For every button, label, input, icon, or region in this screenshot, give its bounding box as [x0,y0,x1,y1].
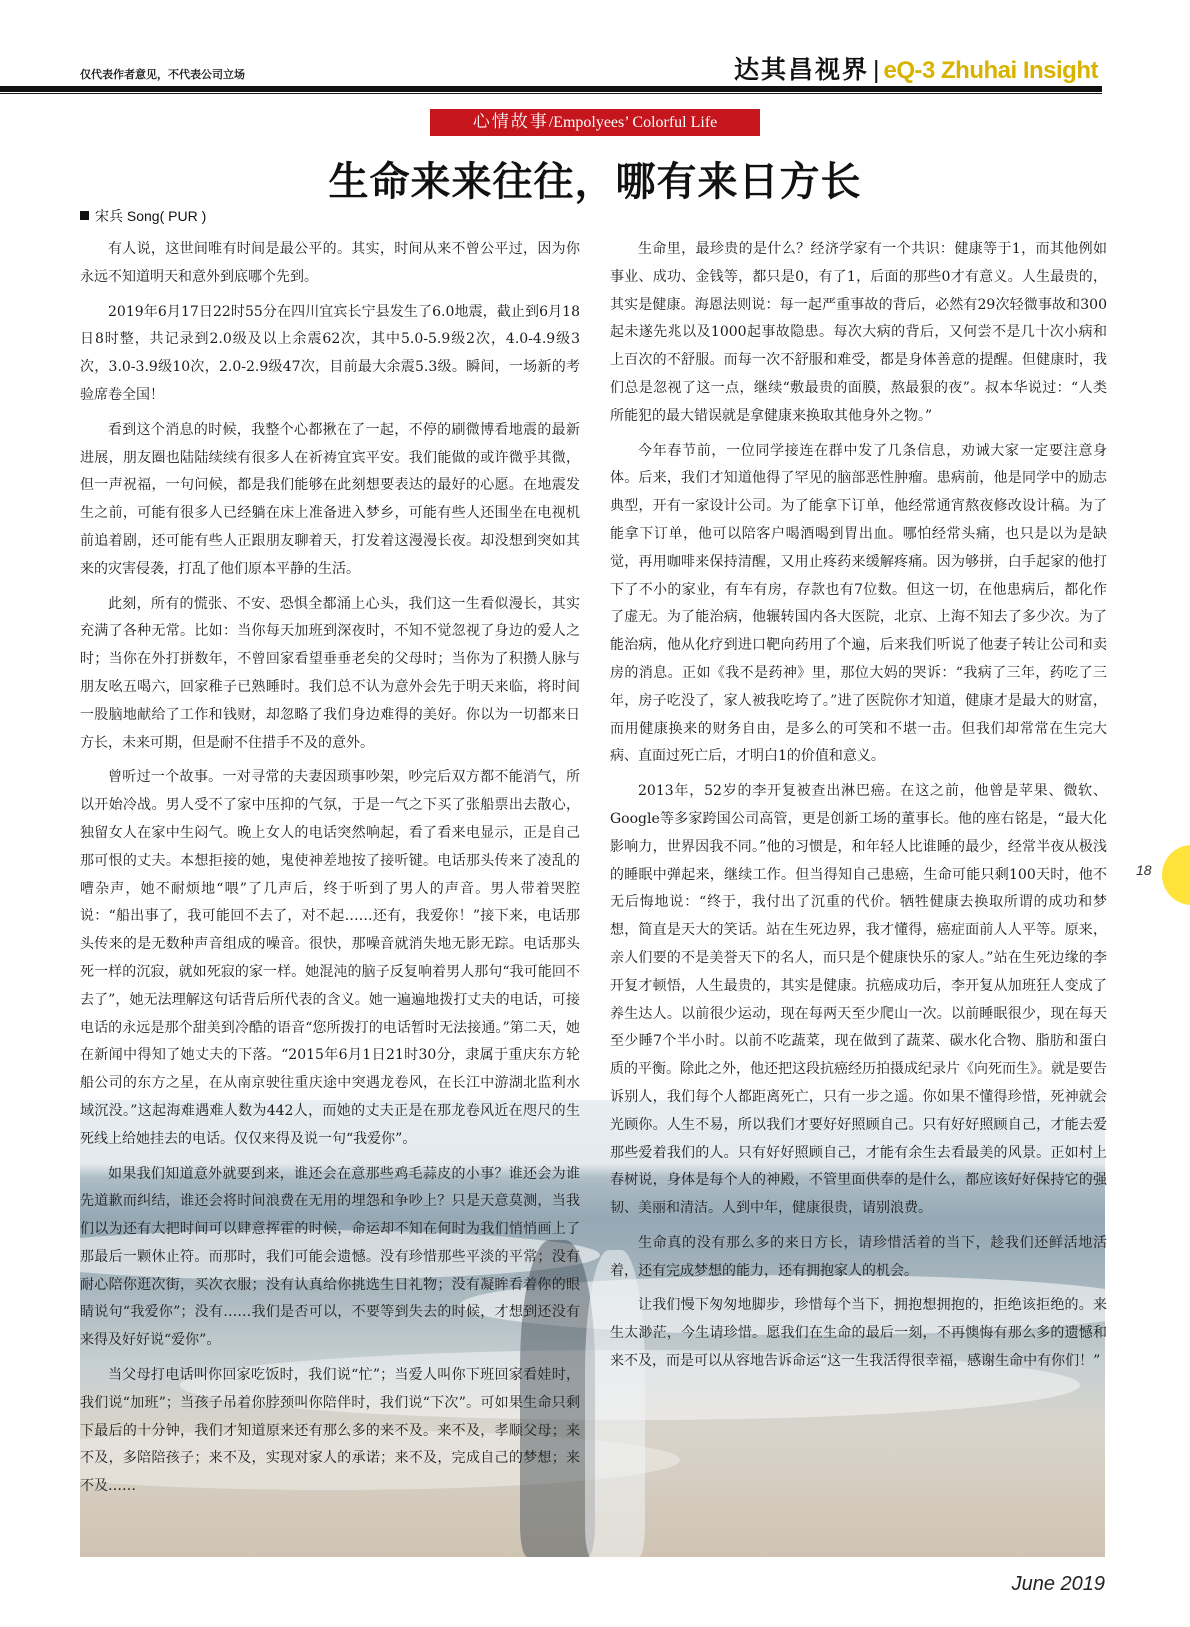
paragraph: 如果我们知道意外就要到来，谁还会在意那些鸡毛蒜皮的小事？谁还会为谁先道歉而纠结，谁还会将时间浪费在无用的埋怨和争吵上？只是天意莫测，当我们以为还有大把时间可以肆意挥霍的时候，命运却不知在何时为我们悄悄画上了那最后一颗休止符。而那时，我们可能会遗憾。没有珍惜那些平淡的平常；没有耐心陪你逛次街，买次衣服；没有认真给你挑选生日礼物；没有凝眸看着你的眼睛说句“我爱你”；没有……我们是否可以，不要等到失去的时候，才想到还没有来得及好好说“爱你”。 [80,1165,580,1349]
section-tag [430,109,760,136]
section-tag-cn: 心情故事 [472,112,549,132]
brand-en: eQ-3 Zhuhai Insight [883,57,1098,84]
disclaimer: 仅代表作者意见，不代表公司立场 [80,69,245,81]
paragraph: 此刻，所有的慌张、不安、恐惧全都涌上心头，我们这一生看似漫长，其实充满了各种无常。比如：当你每天加班到深夜时，不知不觉忽视了身边的爱人之时；当你在外打拼数年，不曾回家看望垂垂老矣的父母时；当你为了积攒人脉与朋友吆五喝六，回家稚子已熟睡时。我们总不认为意外会先于明天来临，将时间一股脑地献给了工作和钱财，却忽略了我们身边难得的美好。你以为一切都来日方长，未来可期，但是耐不住措手不及的意外。 [80,595,580,751]
paragraph: 当父母打电话叫你回家吃饭时，我们说“忙”；当爱人叫你下班回家看娃时，我们说“加班”；当孩子吊着你脖颈叫你陪伴时，我们说“下次”。可如果生命只剩下最后的十分钟，我们才知道原来还有那么多的来不及。来不及，孝顺父母；来不及，多陪陪孩子；来不及，实现对家人的承诺；来不及，完成自己的梦想；来不及…… [80,1367,580,1495]
paragraph: 2019年6月17日22时55分在四川宜宾长宁县发生了6.0地震，截止到6月18日8时整，共记录到2.0级及以上余震62次，其中5.0-5.9级2次，4.0-4.9级3次，3.0-3.9级10次，2.0-2.9级47次，目前最大余震5.3级。瞬间，一场新的考验席卷全国！ [80,303,580,403]
paragraph: 今年春节前，一位同学接连在群中发了几条信息，劝诫大家一定要注意身体。后来，我们才知道他得了罕见的脑部恶性肿瘤。患病前，他是同学中的励志典型，开有一家设计公司。为了能拿下订单，他经常通宵熬夜修改设计稿。为了能拿下订单，他可以陪客户喝酒喝到胃出血。哪怕经常头痛，也只是以为是缺觉，再用咖啡来保持清醒，又用止疼药来缓解疼痛。因为够拼，白手起家的他打下了不小的家业，有车有房，存款也有7位数。但这一切，在他患病后，都化作了虚无。为了能治病，他辗转国内各大医院，北京、上海不知去了多少次。为了能治病，他从化疗到进口靶向药用了个遍，后来我们听说了他妻子转让公司和卖房的消息。正如《我不是药神》里，那位大妈的哭诉：“我病了三年，药吃了三年，房子吃没了，家人被我吃垮了。”进了医院你才知道，健康才是最大的财富，而用健康换来的财务自由，是多么的可笑和不堪一击。但我们却常常在生完大病、直面过死亡后，才明白1的价值和意义。 [610,442,1107,765]
header-rule-thin [0,93,1102,94]
brand-cn: 达其昌视界 [733,55,869,84]
page-tab-marker [1162,845,1190,905]
article-right-column [610,236,1107,1383]
paragraph: 生命里，最珍贵的是什么？经济学家有一个共识：健康等于1，而其他例如事业、成功、金钱等，都只是0，有了1，后面的那些0才有意义。人生最贵的，其实是健康。海恩法则说：每一起严重事故的背后，必然有29次轻微事故和300起未遂先兆以及1000起事故隐患。每次大病的背后，又何尝不是几十次小病和上百次的不舒服。而每一次不舒服和难受，都是身体善意的提醒。但健康时，我们总是忽视了这一点，继续“敷最贵的面膜，熬最狠的夜”。叔本华说过：“人类所能犯的最大错误就是拿健康来换取其他身外之物。” [610,241,1107,424]
section-tag-en: /Empolyees’ Colorful Life [548,114,718,131]
byline-square-icon [80,211,89,220]
issue-date: June 2019 [1011,1573,1105,1595]
page-number: 18 [1136,862,1152,878]
header-rule [0,86,1102,92]
paragraph: 让我们慢下匆匆地脚步，珍惜每个当下，拥抱想拥抱的，拒绝该拒绝的。来生太渺茫，今生请珍惜。愿我们在生命的最后一刻，不再懊悔有那么多的遗憾和来不及，而是可以从容地告诉命运“这一生我活得很幸福，感谢生命中有你们！” [610,1297,1107,1370]
byline-author: 宋兵 Song( PUR ) [95,208,207,224]
paragraph: 生命真的没有那么多的来日方长，请珍惜活着的当下，趁我们还鲜活地活着，还有完成梦想的能力，还有拥抱家人的机会。 [610,1234,1107,1279]
paragraph: 曾听过一个故事。一对寻常的夫妻因琐事吵架，吵完后双方都不能消气，所以开始冷战。男人受不了家中压抑的气氛，于是一气之下买了张船票出去散心，独留女人在家中生闷气。晚上女人的电话突然响起，看了看来电显示，正是自己那可恨的丈夫。本想拒接的她，鬼使神差地按了接听键。电话那头传来了凌乱的嘈杂声，她不耐烦地“喂”了几声后，终于听到了男人的声音。男人带着哭腔说：“船出事了，我可能回不去了，对不起……还有，我爱你！”接下来，电话那头传来的是无数种声音组成的噪音。很快，那噪音就消失地无影无踪。电话那头死一样的沉寂，就如死寂的家一样。她混沌的脑子反复响着男人那句“我可能回不去了”，她无法理解这句话背后所代表的含义。她一遍遍地拨打丈夫的电话，可接电话的永远是那个甜美到冷酷的语音“您所拨打的电话暂时无法接通。”第二天，她在新闻中得知了她丈夫的下落。“2015年6月1日21时30分，隶属于重庆东方轮船公司的东方之星，在从南京驶往重庆途中突遇龙卷风，在长江中游湖北监利水域沉没。”这起海难遇难人数为442人，而她的丈夫正是在那龙卷风近在咫尺的生死线上给她挂去的电话。仅仅来得及说一句“我爱你”。 [80,769,580,1147]
paragraph: 看到这个消息的时候，我整个心都揪在了一起，不停的刷微博看地震的最新进展，朋友圈也陆陆续续有很多人在祈祷宜宾平安。我们能做的或许微乎其微，但一声祝福，一句问候，都是我们能够在此刻想要表达的最好的心愿。在地震发生之前，可能有很多人已经躺在床上准备进入梦乡，可能有些人还围坐在电视机前追着剧，还可能有些人正跟朋友聊着天，打发着这漫漫长夜。却没想到突如其来的灾害侵袭，打乱了他们原本平静的生活。 [80,421,580,577]
brand-separator: | [872,56,880,84]
article-left-column [80,236,580,1508]
paragraph: 2013年，52岁的李开复被查出淋巴癌。在这之前，他曾是苹果、微软、Google等多家跨国公司高管，更是创新工场的董事长。他的座右铭是，“最大化影响力，世界因我不同。”他的习惯是，和年轻人比谁睡的最少，经常半夜从极浅的睡眠中弹起来，继续工作。但当得知自己患癌，生命可能只剩100天时，他不无后悔地说：“终于，我付出了沉重的代价。牺牲健康去换取所谓的成功和梦想，简直是天大的笑话。站在生死边界，我才懂得，癌症面前人人平等。原来，亲人们要的不是美誉天下的名人，而只是个健康快乐的家人。”站在生死边缘的李开复才顿悟，人生最贵的，其实是健康。抗癌成功后，李开复从加班狂人变成了养生达人。以前很少运动，现在每两天至少爬山一次。以前睡眠很少，现在每天至少睡7个半小时。以前不吃蔬菜，现在做到了蔬菜、碳水化合物、脂肪和蛋白质的平衡。除此之外，他还把这段抗癌经历拍摄成纪录片《向死而生》。就是要告诉别人，我们每个人都距离死亡，只有一步之遥。你如果不懂得珍惜，死神就会光顾你。人生不易，所以我们才要好好照顾自己。只有好好照顾自己，才能去爱那些爱着我们的人。只有好好照顾自己，才能有余生去看最美的风景。正如村上春树说，身体是每个人的神殿，不管里面供奉的是什么，都应该好好保持它的强韧、美丽和清洁。人到中年，健康很贵，请别浪费。 [610,783,1107,1217]
byline [80,206,206,226]
brand-header [734,50,1098,86]
paragraph: 有人说，这世间唯有时间是最公平的。其实，时间从来不曾公平过，因为你永远不知道明天和意外到底哪个先到。 [80,241,580,285]
article-title: 生命来来往往，哪有来日方长 [328,158,862,205]
